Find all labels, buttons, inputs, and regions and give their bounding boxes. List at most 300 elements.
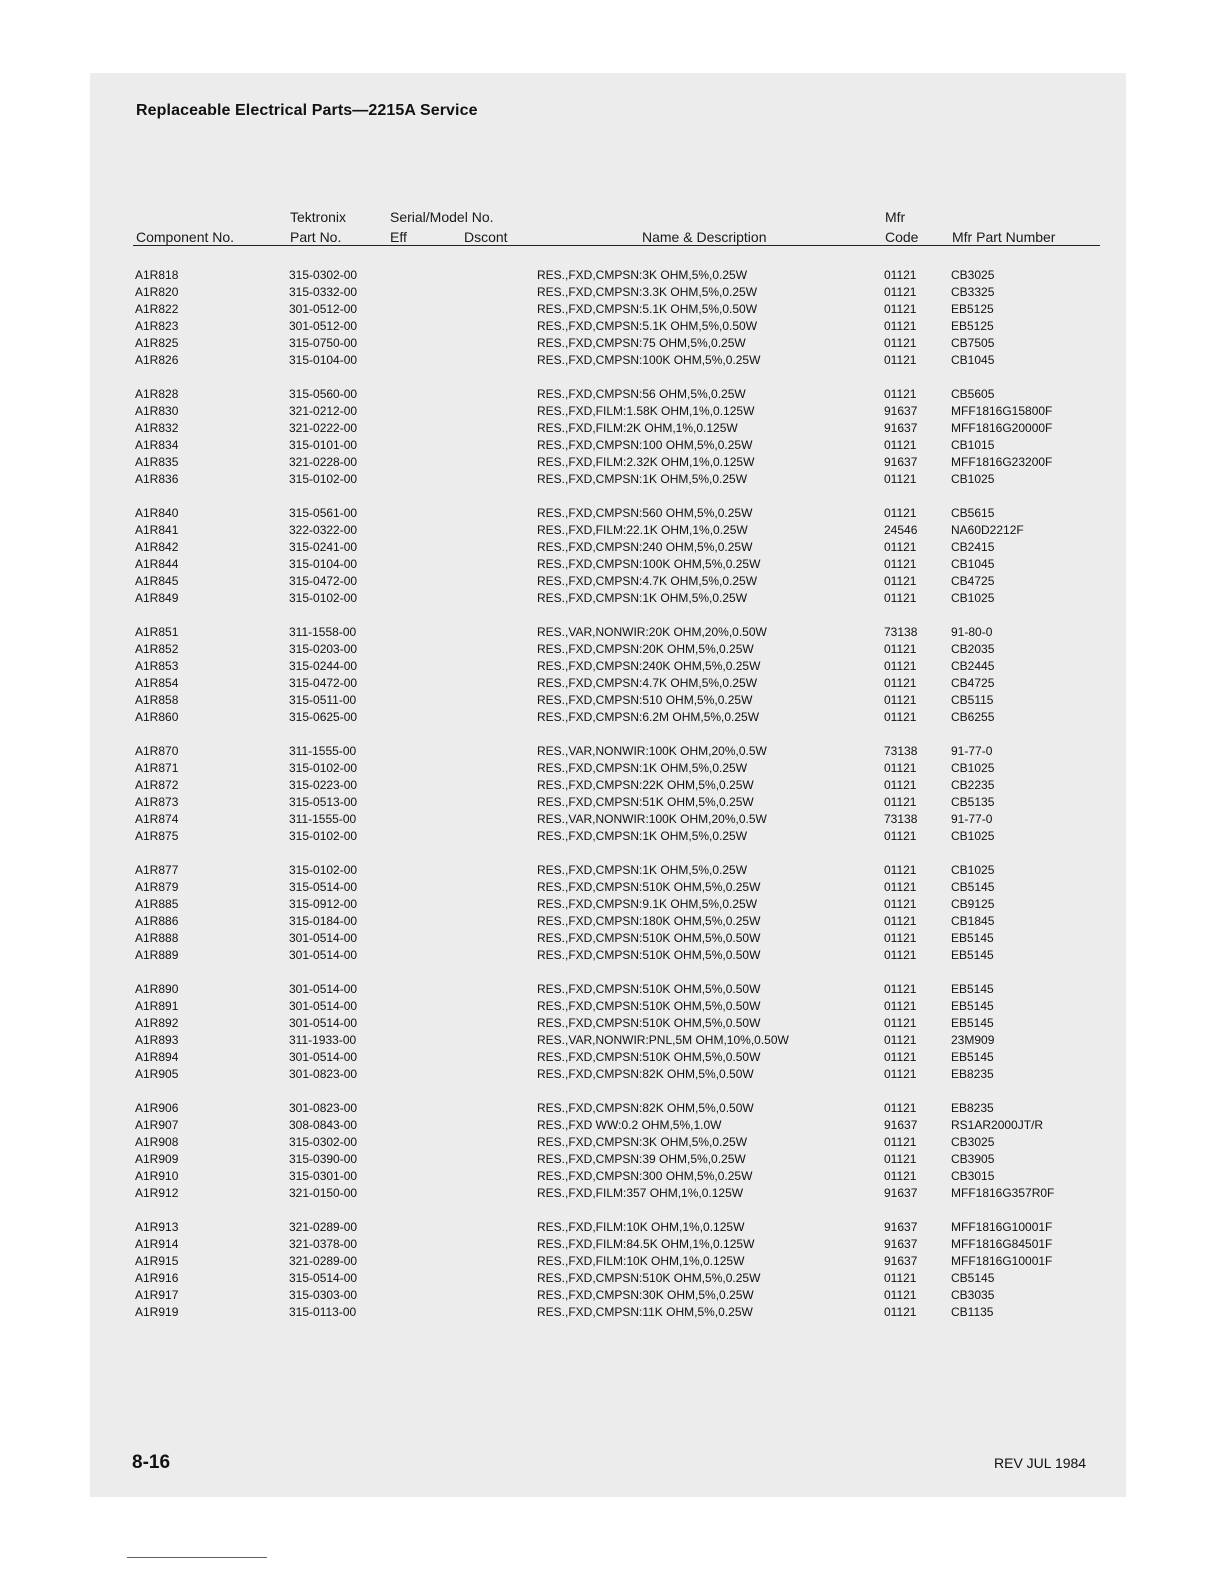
name-description: RES.,FXD,CMPSN:82K OHM,5%,0.50W <box>537 1101 754 1115</box>
mfr-part-number: MFF1816G10001F <box>951 1220 1053 1234</box>
table-row <box>0 1236 1224 1253</box>
tektronix-part-no: 301-0512-00 <box>289 302 358 316</box>
mfr-part-number: EB5145 <box>951 948 994 962</box>
component-no: A1R828 <box>135 387 179 401</box>
component-no: A1R910 <box>135 1169 179 1183</box>
table-row <box>0 811 1224 828</box>
mfr-part-number: EB5145 <box>951 999 994 1013</box>
name-description: RES.,FXD,CMPSN:240 OHM,5%,0.25W <box>537 540 753 554</box>
header-name-description: Name & Description <box>642 229 767 245</box>
component-no: A1R909 <box>135 1152 179 1166</box>
tektronix-part-no: 315-0560-00 <box>289 387 358 401</box>
tektronix-part-no: 321-0289-00 <box>289 1254 358 1268</box>
mfr-code: 01121 <box>884 1016 917 1030</box>
table-row <box>0 1219 1224 1236</box>
mfr-part-number: CB1025 <box>951 863 995 877</box>
tektronix-part-no: 315-0241-00 <box>289 540 358 554</box>
mfr-code: 01121 <box>884 880 917 894</box>
component-no: A1R820 <box>135 285 179 299</box>
table-row <box>0 947 1224 964</box>
tektronix-part-no: 315-0102-00 <box>289 591 358 605</box>
name-description: RES.,FXD,FILM:22.1K OHM,1%,0.25W <box>537 523 748 537</box>
table-row <box>0 1134 1224 1151</box>
mfr-part-number: CB1025 <box>951 472 995 486</box>
table-row <box>0 573 1224 590</box>
row-group <box>0 267 1224 369</box>
tektronix-part-no: 315-0472-00 <box>289 574 358 588</box>
mfr-part-number: EB5145 <box>951 931 994 945</box>
tektronix-part-no: 315-0514-00 <box>289 1271 358 1285</box>
mfr-code: 01121 <box>884 982 917 996</box>
tektronix-part-no: 315-0514-00 <box>289 880 358 894</box>
name-description: RES.,FXD,CMPSN:3K OHM,5%,0.25W <box>537 268 748 282</box>
component-no: A1R830 <box>135 404 179 418</box>
mfr-code: 01121 <box>884 285 917 299</box>
table-row <box>0 420 1224 437</box>
name-description: RES.,FXD,CMPSN:6.2M OHM,5%,0.25W <box>537 710 760 724</box>
mfr-part-number: CB3325 <box>951 285 995 299</box>
page-title: Replaceable Electrical Parts—2215A Service <box>136 102 478 119</box>
name-description: RES.,FXD,CMPSN:560 OHM,5%,0.25W <box>537 506 753 520</box>
name-description: RES.,FXD,CMPSN:3.3K OHM,5%,0.25W <box>537 285 758 299</box>
name-description: RES.,FXD,CMPSN:9.1K OHM,5%,0.25W <box>537 897 758 911</box>
mfr-part-number: CB2235 <box>951 778 995 792</box>
table-row <box>0 1253 1224 1270</box>
component-no: A1R885 <box>135 897 179 911</box>
name-description: RES.,FXD,CMPSN:510K OHM,5%,0.25W <box>537 880 761 894</box>
name-description: RES.,FXD,CMPSN:1K OHM,5%,0.25W <box>537 863 748 877</box>
mfr-part-number: CB3025 <box>951 1135 995 1149</box>
mfr-part-number: CB1025 <box>951 829 995 843</box>
mfr-part-number: CB3035 <box>951 1288 995 1302</box>
mfr-code: 01121 <box>884 795 917 809</box>
component-no: A1R836 <box>135 472 179 486</box>
mfr-part-number: CB1845 <box>951 914 995 928</box>
mfr-code: 01121 <box>884 591 917 605</box>
row-group <box>0 981 1224 1083</box>
mfr-code: 01121 <box>884 336 917 350</box>
mfr-part-number: 91-80-0 <box>951 625 993 639</box>
name-description: RES.,FXD,CMPSN:39 OHM,5%,0.25W <box>537 1152 746 1166</box>
mfr-code: 01121 <box>884 761 917 775</box>
name-description: RES.,FXD,CMPSN:56 OHM,5%,0.25W <box>537 387 746 401</box>
name-description: RES.,FXD,CMPSN:510K OHM,5%,0.50W <box>537 1016 761 1030</box>
component-no: A1R842 <box>135 540 179 554</box>
name-description: RES.,FXD,CMPSN:240K OHM,5%,0.25W <box>537 659 761 673</box>
tektronix-part-no: 315-0302-00 <box>289 1135 358 1149</box>
tektronix-part-no: 315-0912-00 <box>289 897 358 911</box>
component-no: A1R916 <box>135 1271 179 1285</box>
name-description: RES.,FXD,CMPSN:510K OHM,5%,0.50W <box>537 931 761 945</box>
component-no: A1R893 <box>135 1033 179 1047</box>
mfr-code: 01121 <box>884 387 917 401</box>
tektronix-part-no: 301-0512-00 <box>289 319 358 333</box>
table-row <box>0 1032 1224 1049</box>
tektronix-part-no: 315-0511-00 <box>289 693 357 707</box>
table-row <box>0 862 1224 879</box>
mfr-part-number: MFF1816G10001F <box>951 1254 1053 1268</box>
table-row <box>0 624 1224 641</box>
mfr-part-number: MFF1816G23200F <box>951 455 1053 469</box>
mfr-part-number: CB5135 <box>951 795 995 809</box>
tektronix-part-no: 301-0514-00 <box>289 1050 358 1064</box>
tektronix-part-no: 311-1555-00 <box>289 812 357 826</box>
tektronix-part-no: 321-0222-00 <box>289 421 358 435</box>
name-description: RES.,FXD,CMPSN:100K OHM,5%,0.25W <box>537 557 761 571</box>
table-row <box>0 794 1224 811</box>
tektronix-part-no: 311-1933-00 <box>289 1033 357 1047</box>
table-row <box>0 777 1224 794</box>
mfr-code: 01121 <box>884 914 917 928</box>
component-no: A1R905 <box>135 1067 179 1081</box>
row-group <box>0 624 1224 726</box>
mfr-code: 01121 <box>884 1067 917 1081</box>
mfr-part-number: CB6255 <box>951 710 995 724</box>
tektronix-part-no: 301-0514-00 <box>289 931 358 945</box>
mfr-code: 01121 <box>884 472 917 486</box>
component-no: A1R879 <box>135 880 179 894</box>
mfr-code: 01121 <box>884 1050 917 1064</box>
mfr-part-number: NA60D2212F <box>951 523 1024 537</box>
component-no: A1R853 <box>135 659 179 673</box>
mfr-code: 01121 <box>884 506 917 520</box>
mfr-part-number: 23M909 <box>951 1033 995 1047</box>
tektronix-part-no: 301-0514-00 <box>289 982 358 996</box>
table-row <box>0 318 1224 335</box>
mfr-part-number: EB5125 <box>951 302 994 316</box>
name-description: RES.,FXD,CMPSN:300 OHM,5%,0.25W <box>537 1169 753 1183</box>
name-description: RES.,VAR,NONWIR:100K OHM,20%,0.5W <box>537 812 767 826</box>
table-row <box>0 1117 1224 1134</box>
mfr-part-number: CB1135 <box>951 1305 994 1319</box>
tektronix-part-no: 301-0514-00 <box>289 948 358 962</box>
mfr-part-number: EB5145 <box>951 1016 994 1030</box>
name-description: RES.,FXD,CMPSN:11K OHM,5%,0.25W <box>537 1305 753 1319</box>
mfr-code: 01121 <box>884 710 917 724</box>
mfr-code: 01121 <box>884 557 917 571</box>
mfr-code: 01121 <box>884 1271 917 1285</box>
mfr-part-number: CB1025 <box>951 591 995 605</box>
mfr-part-number: CB5605 <box>951 387 995 401</box>
tektronix-part-no: 301-0823-00 <box>289 1067 358 1081</box>
header-tektronix: Tektronix <box>290 209 347 225</box>
table-row <box>0 386 1224 403</box>
name-description: RES.,FXD,CMPSN:4.7K OHM,5%,0.25W <box>537 676 758 690</box>
table-row <box>0 913 1224 930</box>
mfr-code: 91637 <box>884 1254 918 1268</box>
mfr-part-number: EB5145 <box>951 982 994 996</box>
table-row <box>0 743 1224 760</box>
mfr-code: 01121 <box>884 302 917 316</box>
name-description: RES.,FXD,CMPSN:4.7K OHM,5%,0.25W <box>537 574 758 588</box>
mfr-part-number: CB9125 <box>951 897 995 911</box>
component-no: A1R871 <box>135 761 179 775</box>
mfr-part-number: EB8235 <box>951 1067 994 1081</box>
name-description: RES.,FXD,CMPSN:510K OHM,5%,0.25W <box>537 1271 761 1285</box>
tektronix-part-no: 315-0102-00 <box>289 472 358 486</box>
table-row <box>0 267 1224 284</box>
name-description: RES.,FXD,CMPSN:510K OHM,5%,0.50W <box>537 948 761 962</box>
mfr-part-number: CB7505 <box>951 336 995 350</box>
tektronix-part-no: 315-0390-00 <box>289 1152 358 1166</box>
name-description: RES.,FXD,CMPSN:100 OHM,5%,0.25W <box>537 438 753 452</box>
mfr-part-number: CB4725 <box>951 676 995 690</box>
mfr-part-number: CB3905 <box>951 1152 995 1166</box>
mfr-part-number: EB5125 <box>951 319 994 333</box>
tektronix-part-no: 315-0102-00 <box>289 863 358 877</box>
tektronix-part-no: 315-0184-00 <box>289 914 358 928</box>
mfr-part-number: CB3025 <box>951 268 995 282</box>
row-group <box>0 862 1224 964</box>
header-mfr-part-number: Mfr Part Number <box>952 229 1056 245</box>
mfr-code: 01121 <box>884 948 917 962</box>
component-no: A1R890 <box>135 982 179 996</box>
table-row <box>0 1185 1224 1202</box>
tektronix-part-no: 315-0561-00 <box>289 506 358 520</box>
page-number: 8-16 <box>132 1452 171 1473</box>
name-description: RES.,FXD,CMPSN:180K OHM,5%,0.25W <box>537 914 761 928</box>
table-row <box>0 692 1224 709</box>
mfr-code: 01121 <box>884 1152 917 1166</box>
mfr-code: 01121 <box>884 897 917 911</box>
table-row <box>0 1015 1224 1032</box>
mfr-code: 91637 <box>884 421 918 435</box>
table-row <box>0 505 1224 522</box>
mfr-part-number: CB5145 <box>951 1271 995 1285</box>
component-no: A1R832 <box>135 421 179 435</box>
tektronix-part-no: 315-0244-00 <box>289 659 358 673</box>
mfr-part-number: CB1025 <box>951 761 995 775</box>
component-no: A1R854 <box>135 676 179 690</box>
component-no: A1R826 <box>135 353 179 367</box>
tektronix-part-no: 315-0113-00 <box>289 1305 357 1319</box>
table-row <box>0 981 1224 998</box>
mfr-part-number: CB2445 <box>951 659 995 673</box>
component-no: A1R914 <box>135 1237 179 1251</box>
mfr-part-number: EB8235 <box>951 1101 994 1115</box>
row-group <box>0 505 1224 607</box>
name-description: RES.,FXD,CMPSN:51K OHM,5%,0.25W <box>537 795 754 809</box>
mfr-code: 01121 <box>884 659 917 673</box>
mfr-code: 01121 <box>884 319 917 333</box>
header-serial-model: Serial/Model No. <box>390 209 494 225</box>
bottom-link-line <box>127 1557 267 1558</box>
name-description: RES.,FXD,CMPSN:30K OHM,5%,0.25W <box>537 1288 754 1302</box>
mfr-part-number: CB5145 <box>951 880 995 894</box>
mfr-code: 01121 <box>884 574 917 588</box>
tektronix-part-no: 315-0513-00 <box>289 795 358 809</box>
table-row <box>0 471 1224 488</box>
table-row <box>0 675 1224 692</box>
tektronix-part-no: 315-0302-00 <box>289 268 358 282</box>
mfr-part-number: CB2415 <box>951 540 995 554</box>
component-no: A1R840 <box>135 506 179 520</box>
tektronix-part-no: 308-0843-00 <box>289 1118 358 1132</box>
name-description: RES.,FXD,CMPSN:1K OHM,5%,0.25W <box>537 829 748 843</box>
mfr-code: 73138 <box>884 744 918 758</box>
component-no: A1R891 <box>135 999 179 1013</box>
name-description: RES.,VAR,NONWIR:20K OHM,20%,0.50W <box>537 625 767 639</box>
name-description: RES.,FXD,CMPSN:510K OHM,5%,0.50W <box>537 982 761 996</box>
mfr-code: 01121 <box>884 438 917 452</box>
table-row <box>0 539 1224 556</box>
component-no: A1R877 <box>135 863 179 877</box>
parts-table <box>0 267 1224 1338</box>
table-row <box>0 828 1224 845</box>
name-description: RES.,FXD,CMPSN:510K OHM,5%,0.50W <box>537 1050 761 1064</box>
mfr-code: 73138 <box>884 812 918 826</box>
tektronix-part-no: 315-0332-00 <box>289 285 358 299</box>
component-no: A1R870 <box>135 744 179 758</box>
table-row <box>0 352 1224 369</box>
name-description: RES.,FXD,CMPSN:1K OHM,5%,0.25W <box>537 591 748 605</box>
mfr-part-number: CB1015 <box>951 438 995 452</box>
name-description: RES.,FXD,CMPSN:1K OHM,5%,0.25W <box>537 761 748 775</box>
component-no: A1R874 <box>135 812 179 826</box>
mfr-part-number: CB1045 <box>951 557 995 571</box>
tektronix-part-no: 321-0378-00 <box>289 1237 358 1251</box>
mfr-code: 01121 <box>884 540 917 554</box>
table-row <box>0 1100 1224 1117</box>
mfr-part-number: CB5115 <box>951 693 994 707</box>
table-row <box>0 658 1224 675</box>
tektronix-part-no: 315-0223-00 <box>289 778 358 792</box>
component-no: A1R906 <box>135 1101 179 1115</box>
component-no: A1R841 <box>135 523 179 537</box>
header-rule <box>133 245 1100 246</box>
tektronix-part-no: 315-0101-00 <box>289 438 358 452</box>
component-no: A1R858 <box>135 693 179 707</box>
name-description: RES.,FXD,CMPSN:82K OHM,5%,0.50W <box>537 1067 754 1081</box>
tektronix-part-no: 321-0150-00 <box>289 1186 358 1200</box>
mfr-code: 01121 <box>884 1135 917 1149</box>
tektronix-part-no: 322-0322-00 <box>289 523 358 537</box>
mfr-code: 01121 <box>884 693 917 707</box>
table-row <box>0 1287 1224 1304</box>
header-mfr: Mfr <box>885 209 906 225</box>
component-no: A1R892 <box>135 1016 179 1030</box>
tektronix-part-no: 311-1558-00 <box>289 625 357 639</box>
component-no: A1R913 <box>135 1220 179 1234</box>
mfr-code: 91637 <box>884 1220 918 1234</box>
component-no: A1R835 <box>135 455 179 469</box>
tektronix-part-no: 315-0303-00 <box>289 1288 358 1302</box>
header-dscont: Dscont <box>464 229 508 245</box>
mfr-code: 91637 <box>884 1186 918 1200</box>
component-no: A1R908 <box>135 1135 179 1149</box>
component-no: A1R888 <box>135 931 179 945</box>
mfr-code: 01121 <box>884 268 917 282</box>
tektronix-part-no: 301-0514-00 <box>289 1016 358 1030</box>
mfr-code: 91637 <box>884 455 918 469</box>
name-description: RES.,FXD,FILM:1.58K OHM,1%,0.125W <box>537 404 755 418</box>
component-no: A1R919 <box>135 1305 179 1319</box>
table-row <box>0 284 1224 301</box>
name-description: RES.,FXD,FILM:2.32K OHM,1%,0.125W <box>537 455 755 469</box>
tektronix-part-no: 321-0228-00 <box>289 455 358 469</box>
mfr-code: 01121 <box>884 1033 917 1047</box>
table-row <box>0 879 1224 896</box>
component-no: A1R845 <box>135 574 179 588</box>
header-part-no: Part No. <box>290 229 342 245</box>
mfr-code: 01121 <box>884 931 917 945</box>
component-no: A1R849 <box>135 591 179 605</box>
tektronix-part-no: 321-0212-00 <box>289 404 358 418</box>
name-description: RES.,FXD,CMPSN:1K OHM,5%,0.25W <box>537 472 748 486</box>
name-description: RES.,FXD,CMPSN:510 OHM,5%,0.25W <box>537 693 753 707</box>
table-row <box>0 896 1224 913</box>
header-component-no: Component No. <box>136 229 235 245</box>
component-no: A1R889 <box>135 948 179 962</box>
component-no: A1R912 <box>135 1186 179 1200</box>
table-row <box>0 437 1224 454</box>
table-row <box>0 590 1224 607</box>
tektronix-part-no: 315-0102-00 <box>289 761 358 775</box>
name-description: RES.,FXD,CMPSN:3K OHM,5%,0.25W <box>537 1135 748 1149</box>
table-row <box>0 335 1224 352</box>
component-no: A1R894 <box>135 1050 179 1064</box>
tektronix-part-no: 315-0104-00 <box>289 353 358 367</box>
tektronix-part-no: 311-1555-00 <box>289 744 357 758</box>
mfr-code: 01121 <box>884 353 917 367</box>
tektronix-part-no: 315-0625-00 <box>289 710 358 724</box>
component-no: A1R823 <box>135 319 179 333</box>
name-description: RES.,FXD,CMPSN:100K OHM,5%,0.25W <box>537 353 761 367</box>
mfr-code: 01121 <box>884 1169 917 1183</box>
row-group <box>0 386 1224 488</box>
tektronix-part-no: 321-0289-00 <box>289 1220 358 1234</box>
mfr-part-number: EB5145 <box>951 1050 994 1064</box>
name-description: RES.,FXD,FILM:84.5K OHM,1%,0.125W <box>537 1237 755 1251</box>
mfr-code: 01121 <box>884 778 917 792</box>
name-description: RES.,FXD,CMPSN:75 OHM,5%,0.25W <box>537 336 746 350</box>
mfr-code: 01121 <box>884 863 917 877</box>
table-row <box>0 454 1224 471</box>
header-eff: Eff <box>390 229 407 245</box>
mfr-part-number: CB3015 <box>951 1169 995 1183</box>
component-no: A1R851 <box>135 625 179 639</box>
table-row <box>0 1304 1224 1321</box>
name-description: RES.,FXD,CMPSN:5.1K OHM,5%,0.50W <box>537 302 758 316</box>
mfr-part-number: MFF1816G84501F <box>951 1237 1053 1251</box>
mfr-code: 91637 <box>884 1118 918 1132</box>
header-code: Code <box>885 229 919 245</box>
tektronix-part-no: 315-0301-00 <box>289 1169 358 1183</box>
mfr-code: 73138 <box>884 625 918 639</box>
row-group <box>0 743 1224 845</box>
mfr-part-number: CB5615 <box>951 506 995 520</box>
name-description: RES.,FXD,CMPSN:510K OHM,5%,0.50W <box>537 999 761 1013</box>
name-description: RES.,FXD,CMPSN:22K OHM,5%,0.25W <box>537 778 754 792</box>
component-no: A1R852 <box>135 642 179 656</box>
mfr-part-number: MFF1816G15800F <box>951 404 1053 418</box>
component-no: A1R822 <box>135 302 179 316</box>
mfr-code: 01121 <box>884 1305 917 1319</box>
component-no: A1R818 <box>135 268 179 282</box>
table-row <box>0 556 1224 573</box>
tektronix-part-no: 315-0472-00 <box>289 676 358 690</box>
table-row <box>0 641 1224 658</box>
tektronix-part-no: 301-0514-00 <box>289 999 358 1013</box>
table-row <box>0 403 1224 420</box>
mfr-code: 01121 <box>884 1101 917 1115</box>
mfr-part-number: 91-77-0 <box>951 744 993 758</box>
name-description: RES.,FXD,FILM:357 OHM,1%,0.125W <box>537 1186 744 1200</box>
table-row <box>0 709 1224 726</box>
row-group <box>0 1100 1224 1202</box>
tektronix-part-no: 315-0750-00 <box>289 336 358 350</box>
component-no: A1R915 <box>135 1254 179 1268</box>
